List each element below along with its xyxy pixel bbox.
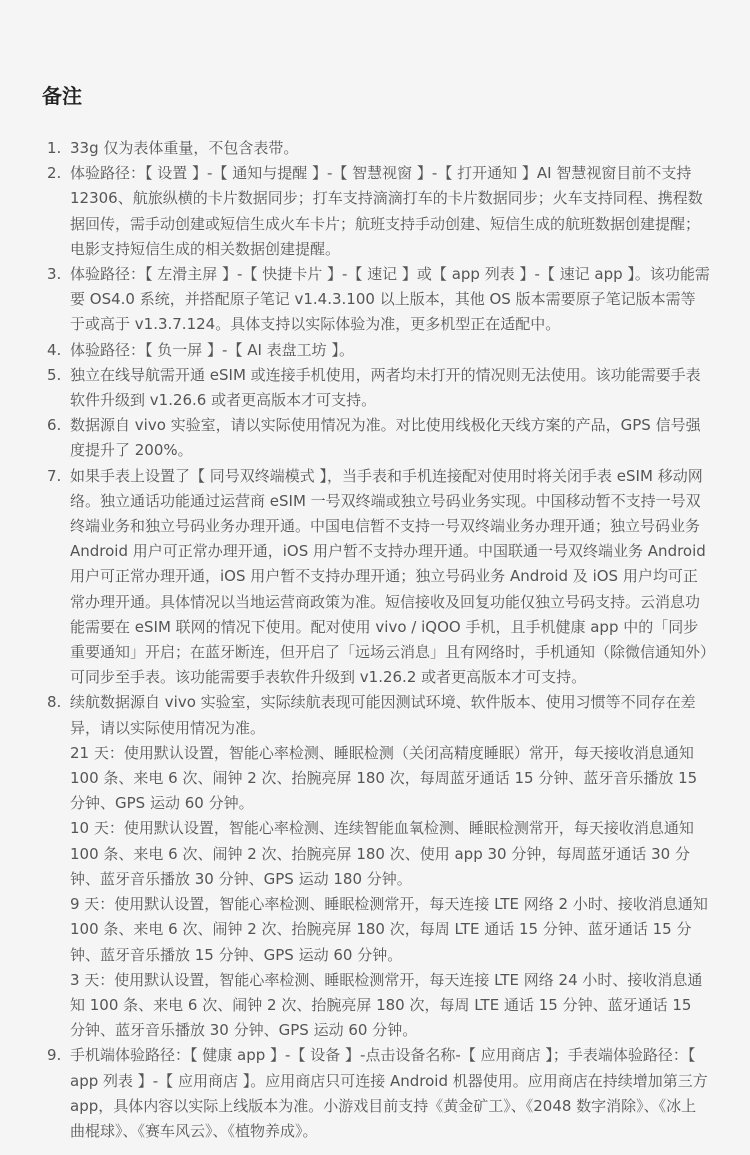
note-item [42,413,710,463]
note-text: 续航数据源自 vivo 实验室，实际续航表现可能因测试环境、软件版本、使用习惯等不同存在差异，请以实际使用情况为准。 [70,693,696,737]
note-text: 手机端体验路径：【 健康 app 】-【 设备 】-点击设备名称-【 应用商店 】；手表端体验路径：【 app 列表 】-【 应用商店 】。应用商店只可连接 Android 机器使用。应用商店在持续增加第三方 app，具体内容以实际上线版本为准。小游戏目前支持《黄金矿工》、《2048 数字消除》、《冰上曲棍球》、《赛车风云》、《植物养成》。 [70,1046,708,1140]
note-number: 7. [47,466,62,485]
note-number: 5. [47,365,62,384]
note-text: 如果手表上设置了【 同号双终端模式 】，当手表和手机连接配对使用时将关闭手表 eSIM 移动网络。独立通话功能通过运营商 eSIM 一号双终端或独立号码业务实现。中国移动暂不支持一号双终端业务和独立号码业务办理开通。中国电信暂不支持一号双终端业务办理开通；独立号码业务 Android 用户可正常办理开通，iOS 用户暂不支持办理开通。中国联通一号双终端业务 Android 用户可正常办理开通，iOS 用户暂不支持办理开通；独立号码业务 Android 及 iOS 用户均可正常办理开通。具体情况以当地运营商政策为准。短信接收及回复功能仅独立号码支持。云消息功能需要在 eSIM 联网的情况下使用。配对使用 vivo / iQOO 手机，且手机健康 app 中的「同步重要通知」开启；在蓝牙断连，但开启了「远场云消息」且有网络时，手机通知（除微信通知外）可同步至手表。该功能需要手表软件升级到 v1.26.2 或者更高版本才可支持。 [70,466,708,687]
note-item [42,1043,710,1144]
note-number: 6. [47,416,62,435]
note-text: 独立在线导航需开通 eSIM 或连接手机使用，两者均未打开的情况则无法使用。该功能需要手表软件升级到 v1.26.6 或者更高版本才可支持。 [70,365,701,410]
battery-scenario-10-days: 10 天：使用默认设置，智能心率检测、连续智能血氧检测、睡眠检测常开，每天接收消息通知 100 条、来电 6 次、闹钟 2 次、抬腕亮屏 180 次、使用 app 30 分钟，每周蓝牙通话 30 分钟、蓝牙音乐播放 30 分钟、GPS 运动 180 分钟。 [70,819,694,888]
note-number: 9. [47,1046,62,1065]
note-number: 3. [47,265,62,284]
battery-scenario-3-days: 3 天：使用默认设置，智能心率检测、睡眠检测常开，每天连接 LTE 网络 24 小时、接收消息通知 100 条、来电 6 次、闹钟 2 次、抬腕亮屏 180 次，每周 LTE 通话 15 分钟、蓝牙通话 15 分钟、蓝牙音乐播放 30 分钟、GPS 运动 60 分钟。 [70,970,703,1040]
battery-scenario-21-days: 21 天：使用默认设置，智能心率检测、睡眠检测（关闭高精度睡眠）常开，每天接收消息通知 100 条、来电 6 次、闹钟 2 次、抬腕亮屏 180 次，每周蓝牙通话 15 分钟、蓝牙音乐播放 15 分钟、GPS 运动 60 分钟。 [70,743,698,813]
note-item [42,464,710,691]
note-text: 数据源自 vivo 实验室，请以实际使用情况为准。对比使用线极化天线方案的产品，GPS 信号强度提升了 200%。 [70,416,701,460]
note-number: 1. [47,139,62,157]
note-item [42,262,710,338]
note-text: 体验路径：【 左滑主屏 】-【 快捷卡片 】-【 速记 】或【 app 列表 】-【 速记 app 】。该功能需要 OS4.0 系统，并搭配原子笔记 v1.4.3.100 以上版本，其他 OS 版本需要原子笔记版本需等于或高于 v1.3.7.124。具体支持以实际体验为准，更多机型正在适配中。 [70,265,710,334]
note-number: 8. [47,693,62,712]
note-item [42,690,710,1043]
note-text: 体验路径：【 设置 】-【 通知与提醒 】-【 智慧视窗 】-【 打开通知 】AI 智慧视窗目前不支持 12306、航旅纵横的卡片数据同步；打车支持滴滴打车的卡片数据同步；火车支持同程、携程数据回传，需手动创建或短信生成火车卡片；航班支持手动创建、短信生成的航班数据创建提醒；电影支持短信生成的相关数据创建提醒。 [70,164,703,258]
note-text: 33g 仅为表体重量，不包含表带。 [70,139,299,157]
note-text: 体验路径：【 负一屏 】-【 AI 表盘工坊 】。 [70,340,354,359]
battery-scenario-9-days: 9 天：使用默认设置，智能心率检测、睡眠检测常开，每天连接 LTE 网络 2 小时、接收消息通知 100 条、来电 6 次、闹钟 2 次、抬腕亮屏 180 次，每周 LTE 通话 15 分钟、蓝牙通话 15 分钟、蓝牙音乐播放 15 分钟、GPS 运动 60 分钟。 [70,895,708,964]
note-number: 2. [47,164,62,183]
note-item [42,363,710,413]
note-item [42,136,710,161]
note-item [42,338,710,363]
page-title: 备注 [42,84,82,108]
note-number: 4. [47,340,62,359]
notes-list [42,136,710,1144]
note-item [42,161,710,262]
